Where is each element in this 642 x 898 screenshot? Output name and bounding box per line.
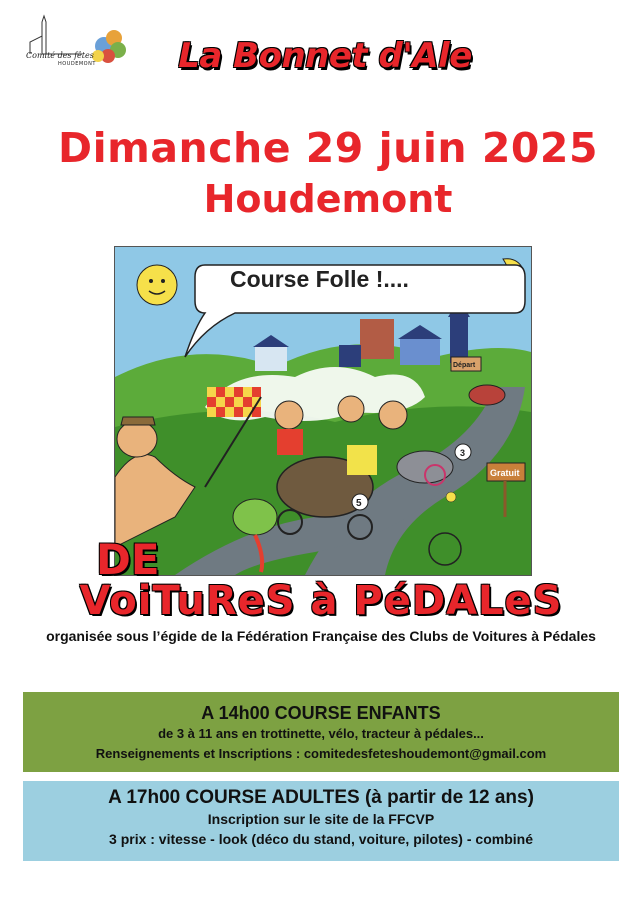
de-word: DE <box>96 535 160 584</box>
organised-by-text: organisée sous l’égide de la Fédération Française des Clubs de Voitures à Pédales <box>46 628 596 644</box>
speech-bubble-text: Course Folle !.... <box>230 266 409 292</box>
kids-race-contact: Renseignements et Inscriptions : comitedesfeteshoudemont@gmail.com <box>95 746 547 761</box>
event-place: Houdemont <box>203 177 453 221</box>
adults-race-heading: A 17h00 COURSE ADULTES (à partir de 12 ans) <box>108 787 534 808</box>
adults-race-registration: Inscription sur le site de la FFCVP <box>207 811 435 827</box>
depart-sign: Départ <box>453 362 476 369</box>
car-number-2: 3 <box>460 448 466 458</box>
kids-race-panel <box>23 692 619 772</box>
adults-race-panel <box>23 781 619 861</box>
logo-text: Comité des fêtes <box>26 51 94 60</box>
race-illustration <box>114 246 532 576</box>
event-date: Dimanche 29 juin 2025 <box>58 124 598 172</box>
kids-race-heading: A 14h00 COURSE ENFANTS <box>201 703 441 723</box>
kids-race-details: de 3 à 11 ans en trottinette, vélo, tracteur à pédales... <box>158 726 484 741</box>
logo-subtext: HOUDEMONT <box>58 61 96 67</box>
voitures-a-pedales-title: VoiTuReS à PéDALeS <box>79 578 563 624</box>
adults-race-prizes: 3 prix : vitesse - look (déco du stand, voiture, pilotes) - combiné <box>109 831 533 847</box>
event-name: La Bonnet d'Ale <box>178 36 472 76</box>
gratuit-sign: Gratuit <box>490 468 520 478</box>
car-number-1: 5 <box>356 498 362 509</box>
